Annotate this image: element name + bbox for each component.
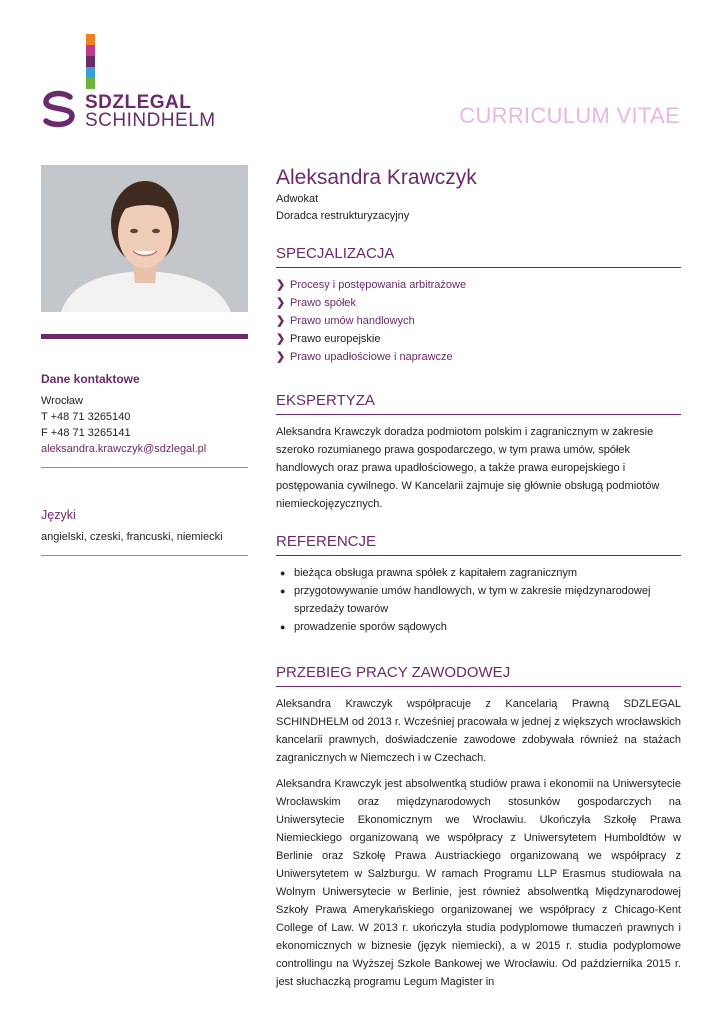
section-heading: REFERENCJE: [276, 533, 681, 556]
bullet-icon: ●: [280, 622, 286, 632]
list-item[interactable]: ❯ Procesy i postępowania arbitrażowe: [276, 276, 681, 294]
contact-email-link[interactable]: aleksandra.krawczyk@sdzlegal.pl: [41, 443, 207, 455]
chevron-right-icon: ❯: [276, 297, 286, 309]
chevron-right-icon: ❯: [276, 351, 286, 363]
languages-list: angielski, czeski, francuski, niemiecki: [41, 531, 223, 543]
person-title-1: Adwokat: [276, 193, 319, 205]
logo-wordmark: [85, 94, 216, 130]
references-list: [276, 564, 681, 636]
section-heading: EKSPERTYZA: [276, 392, 681, 415]
chevron-right-icon: ❯: [276, 279, 286, 291]
career-paragraph-2: Aleksandra Krawczyk jest absolwentką studiów prawa i ekonomii na Uniwersytecie Wrocławskim oraz międzynarodowych stosunków gospodarczych na Uniwersytecie Ekonomicznym we Wrocławiu. Ukończyła Szkołę Prawa Niemieckiego organizowaną we współpracy z Uniwersytetem Humboldtów w Berlinie oraz Szkołę Prawa Austriackiego organizowaną we współpracy z Uniwersytetem w Salzburgu. W ramach Programu LLP Erasmus studiowała na Wolnym Uniwersytecie w Berlinie, jest również absolwentką Międzynarodowej Szkoły Prawa Amerykańskiego organizowanej we współpracy z Chicago-Kent College of Law. W 2013 r. ukończyła studia podyplomowe tłumaczeń prawnych i ekonomicznych w biznesie (język niemiecki), a w 2015 r. studia podyplomowe controllingu na Wyższej Szkole Bankowej we Wrocławiu. Od października 2015 r. jest słuchaczką programu Legum Magister in: [276, 778, 681, 988]
person-title-2: Doradca restrukturyzacyjny: [276, 210, 410, 222]
logo-s-mark-icon: [40, 89, 80, 129]
list-item: ❯ Prawo europejskie: [276, 330, 681, 348]
contact-heading: Dane kontaktowe: [41, 372, 140, 386]
specialization-list: [276, 276, 681, 366]
logo-color-bars: [86, 34, 95, 89]
chevron-right-icon: ❯: [276, 315, 286, 327]
bullet-icon: ●: [280, 586, 286, 596]
list-item: ● prowadzenie sporów sądowych: [276, 618, 681, 636]
section-specjalizacja: [276, 245, 681, 366]
list-item[interactable]: ❯ Prawo umów handlowych: [276, 312, 681, 330]
section-heading: SPECJALIZACJA: [276, 245, 681, 268]
logo-bar: [86, 45, 95, 56]
logo-bar: [86, 56, 95, 67]
portrait-photo: [41, 165, 248, 312]
person-name: Aleksandra Krawczyk: [276, 166, 477, 189]
list-item: ● przygotowywanie umów handlowych, w tym w zakresie międzynarodowej sprzedaży towarów: [276, 582, 681, 618]
company-logo: [40, 34, 240, 134]
expertise-text: Aleksandra Krawczyk doradza podmiotom polskim i zagranicznym w zakresie szeroko rozumianego prawa gospodarczego, w tym prawa umów, spółek handlowych oraz prawa upadłościowego, a także prawa europejskiego i postępowania cywilnego. W Kancelarii zajmuje się głównie obsługą podmiotów niemieckojęzycznych.: [276, 426, 660, 510]
chevron-right-icon: ❯: [276, 333, 286, 345]
sidebar-divider: [41, 467, 248, 468]
logo-bar: [86, 78, 95, 89]
bullet-icon: ●: [280, 568, 286, 578]
languages-heading: Języki: [41, 508, 76, 522]
document-title: CURRICULUM VITAE: [459, 103, 680, 128]
section-referencje: [276, 533, 681, 636]
logo-bar: [86, 34, 95, 45]
sidebar-divider: [41, 555, 248, 556]
section-heading: PRZEBIEG PRACY ZAWODOWEJ: [276, 664, 681, 687]
contact-phone[interactable]: T +48 71 3265140: [41, 411, 131, 423]
section-ekspertyza: [276, 392, 681, 513]
list-item[interactable]: ❯ Prawo spółek: [276, 294, 681, 312]
logo-line-2: SCHINDHELM: [85, 110, 216, 131]
career-paragraph-1: Aleksandra Krawczyk współpracuje z Kancelarią Prawną SDZLEGAL SCHINDHELM od 2013 r. Wcześniej pracowała w jednej z większych wrocławskich kancelarii prawnych, doświadczenie zawodowe zdobywała również na stażach zagranicznych w Niemczech i w Czechach.: [276, 698, 681, 764]
list-item: ● bieżąca obsługa prawna spółek z kapitałem zagranicznym: [276, 564, 681, 582]
main-content: [276, 165, 681, 991]
logo-bar: [86, 67, 95, 78]
section-przebieg: [276, 664, 681, 991]
contact-city: Wrocław: [41, 395, 83, 407]
photo-accent-bar: [41, 334, 248, 339]
contact-fax: F +48 71 3265141: [41, 427, 131, 439]
logo-line-1: SDZLEGAL: [85, 92, 192, 113]
sidebar: [41, 372, 248, 556]
list-item[interactable]: ❯ Prawo upadłościowe i naprawcze: [276, 348, 681, 366]
